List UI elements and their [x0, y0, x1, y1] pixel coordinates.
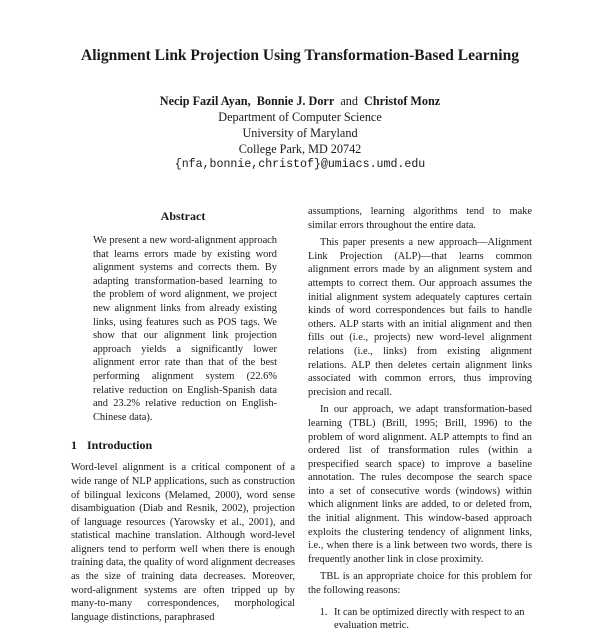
section-title: Introduction	[87, 438, 153, 453]
author-1: Necip Fazil Ayan,	[159, 94, 251, 108]
author-conjunction: and	[340, 94, 358, 108]
author-block	[0, 93, 600, 173]
right-paragraph-reasons: TBL is an appropriate choice for this problem for the following reasons:	[308, 571, 532, 597]
abstract-heading: Abstract	[160, 209, 206, 223]
abstract-text: We present a new word-alignment approach that learns errors made by existing word alignment systems and corrects them. By adapting transformation-based learning to the problem of word alignment, we project new alignment links from already existing links, using features such as POS tags. We show that our alignment link projection approach yields a significantly lower alignment error rate than that of the best performing alignment system (22.6% relative reduction on English-Spanish data and 23.2% relative reduction on English-Chinese data).	[93, 235, 277, 423]
affiliation-university: University of Maryland	[242, 126, 358, 140]
affiliation-address: College Park, MD 20742	[238, 142, 362, 156]
left-column	[71, 205, 295, 624]
section-number: 1	[71, 438, 77, 453]
paper-title: Alignment Link Projection Using Transformation-Based Learning	[81, 47, 519, 64]
right-paragraph-alp: This paper presents a new approach—Alignment Link Projection (ALP)—that learns common alignment errors made by an alignment system and attempts to correct them. Our approach assumes the initial alignment system adequately captures certain kinds of word correspondences but fails to handle others. ALP starts with an initial alignment and then fills out (i.e., projects) new word-level alignment relations (i.e., links) from existing alignment relations. ALP then deletes certain alignment links associated with common errors, thus improving precision and recall.	[308, 237, 532, 398]
right-paragraph-continued: assumptions, learning algorithms tend to make similar errors throughout the entire data.	[308, 206, 532, 231]
author-email: {nfa,bonnie,christof}@umiacs.umd.edu	[174, 158, 426, 171]
right-paragraph-tbl: In our approach, we adapt transformation-based learning (TBL) (Brill, 1995; Brill, 1996) to the problem of word alignment. ALP attempts to find an ordered list of transformation rules (within a prespecified search space) to improve a baseline annotation. The rules decompose the search space into a set of consecutive words (windows) within which alignment links are added, to or deleted from, the initial alignment. This window-based approach exploits the clustering tendency of alignment links, i.e., when there is a link between two words, there is frequently another link in close proximity.	[308, 404, 532, 565]
intro-paragraph-1: Word-level alignment is a critical component of a wide range of NLP applications, such as construction of bilingual lexicons (Melamed, 2000), word sense disambiguation (Diab and Resnik, 2002), projection of language resources (Yarowsky et al., 2001), and statistical machine translation. Although word-level aligners tend to perform well when there is enough training data, the quality of word alignment decreases as the size of training data decreases. Moreover, word-alignment systems are often tripped up by many-to-many correspondences, morphological language distinctions, paraphrased	[71, 462, 295, 623]
author-3: Christof Monz	[364, 94, 441, 108]
author-2: Bonnie J. Dorr	[256, 94, 335, 108]
author-names	[0, 93, 600, 109]
reasons-list-item: 1. It can be optimized directly with respect to an evaluation metric.	[330, 606, 532, 633]
reasons-list	[308, 606, 532, 633]
right-column	[308, 205, 532, 633]
affiliation-department: Department of Computer Science	[218, 110, 382, 124]
section-heading-introduction	[71, 438, 295, 453]
